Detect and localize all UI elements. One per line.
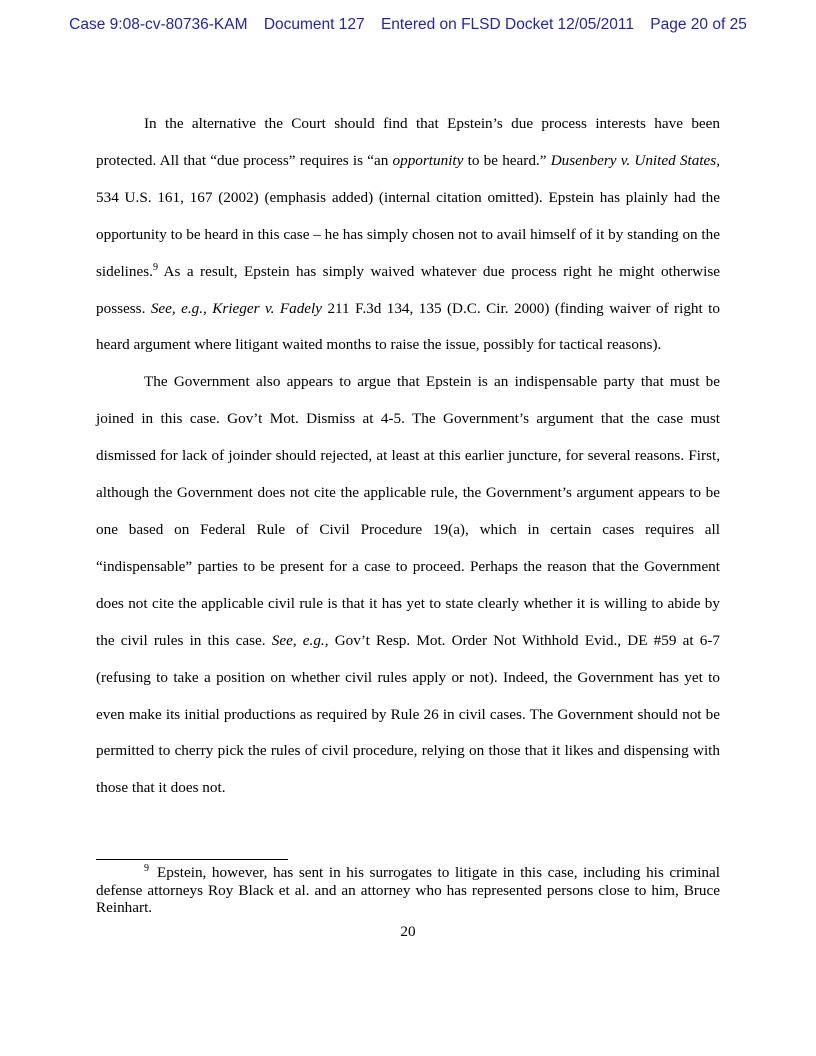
header-document-number: Document 127 bbox=[263, 16, 365, 33]
p1-citation-krieger: See, e.g., Krieger v. Fadely bbox=[150, 299, 322, 317]
footnote-divider bbox=[96, 859, 288, 860]
p1-text-1: In the alternative the Court should find that Epstein’s due process interests have been protected. All that “due process” requires is “an bbox=[96, 115, 720, 169]
footnote-reference: 9 bbox=[152, 261, 158, 273]
p2-signal-see-eg: See, e.g., bbox=[271, 631, 329, 649]
p2-text-2: Gov’t Resp. Mot. Order Not Withhold Evid., DE #59 at 6-7 (refusing to take a position on whether civil rules apply or not). Indeed, the Government has yet to even make its initial productions as required by Rule 26 in civil cases. The Government should not be permitted to cherry pick the rules of civil procedure, relying on those that it likes and dispensing with those that it does not. bbox=[96, 631, 720, 797]
docket-header bbox=[0, 16, 816, 34]
header-page-count: Page 20 of 25 bbox=[650, 16, 747, 33]
p1-text-2: to be heard.” bbox=[463, 151, 551, 169]
footnote-number: 9 bbox=[144, 862, 149, 874]
header-case-number: Case 9:08-cv-80736-KAM bbox=[69, 16, 248, 33]
paragraph-due-process bbox=[96, 106, 720, 364]
header-entered-docket: Entered on FLSD Docket 12/05/2011 bbox=[380, 16, 634, 33]
page-number: 20 bbox=[400, 923, 416, 940]
p1-text-4: As a result, Epstein has simply waived whatever due process right he might otherwise possess. bbox=[96, 262, 720, 317]
p1-text-3: , 534 U.S. 161, 167 (2002) (emphasis added) (internal citation omitted). Epstein has plainly had the opportunity to be heard in this case – he has simply chosen not to avail himself of it by standing on the sidelines. bbox=[96, 151, 720, 280]
p1-emphasis-opportunity: opportunity bbox=[392, 151, 464, 169]
paragraph-indispensable-party bbox=[96, 364, 720, 807]
footnote bbox=[96, 864, 720, 917]
document-body bbox=[96, 106, 720, 807]
p1-text-5: 211 F.3d 134, 135 (D.C. Cir. 2000) (finding waiver of right to heard argument where litigant waited months to raise the issue, possibly for tactical reasons). bbox=[96, 299, 720, 354]
p2-text-1: The Government also appears to argue that Epstein is an indispensable party that must be joined in this case. Gov’t Mot. Dismiss at 4-5. The Government’s argument that the case must dismissed for lack of joinder should rejected, at least at this earlier juncture, for several reasons. First, although the Government does not cite the applicable rule, the Government’s argument appears to be one based on Federal Rule of Civil Procedure 19(a), which in certain cases requires all “indispensable” parties to be present for a case to proceed. Perhaps the reason that the Government does not cite the applicable civil rule is that it has yet to state clearly whether it is willing to abide by the civil rules in this case. bbox=[96, 373, 720, 649]
footnote-text: Epstein, however, has sent in his surrogates to litigate in this case, including his criminal defense attorneys Roy Black et al. and an attorney who has represented persons close to him, Bruce Reinhart. bbox=[96, 864, 720, 916]
p1-citation-dusenbery: Dusenbery v. United States bbox=[550, 151, 717, 169]
